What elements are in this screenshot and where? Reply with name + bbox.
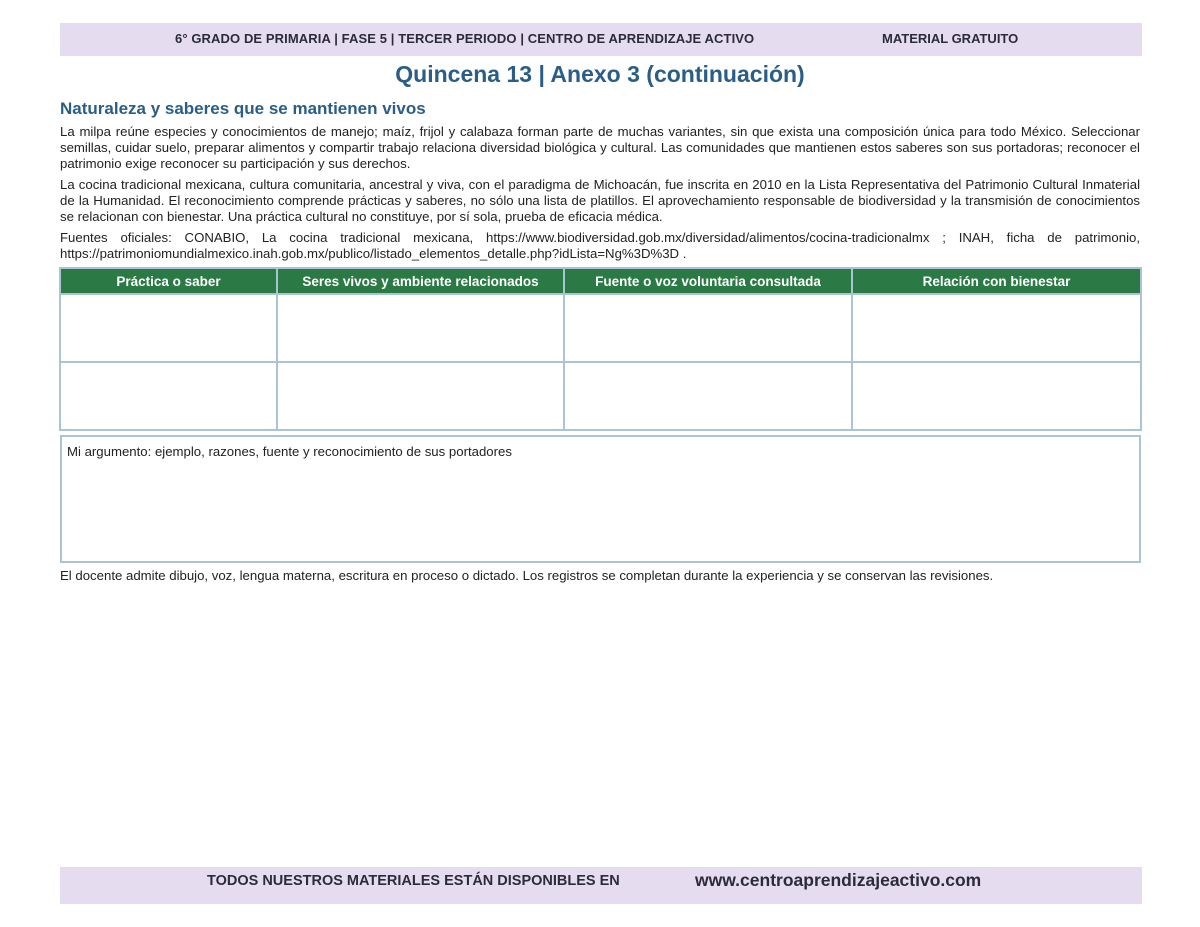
paragraph-milpa: La milpa reúne especies y conocimientos de manejo; maíz, frijol y calabaza forman parte de muchas variantes, sin que exista una composición única para todo México. Seleccionar semillas, cuidar suelo, preparar alimentos y compartir trabajo relaciona diversidad biológica y cultural. Las comunidades que mantienen estos saberes son sus portadoras; reconocer el patrimonio exige reconocer su participación y sus derechos.: [60, 124, 1140, 172]
argument-label: Mi argumento: ejemplo, razones, fuente y reconocimiento de sus portadores: [67, 444, 512, 459]
section-heading: Naturaleza y saberes que se mantienen vivos: [60, 99, 426, 118]
activity-table: [59, 267, 1142, 431]
table-cell[interactable]: [564, 362, 852, 430]
footer-available-text: TODOS NUESTROS MATERIALES ESTÁN DISPONIBLES EN: [207, 873, 620, 889]
column-header-fuente: Fuente o voz voluntaria consultada: [564, 268, 852, 294]
paragraph-cocina: La cocina tradicional mexicana, cultura comunitaria, ancestral y viva, con el paradigma de Michoacán, fue inscrita en 2010 en la Lista Representativa del Patrimonio Cultural Inmaterial de la Humanidad. El reconocimiento comprende prácticas y saberes, no sólo una lista de platillos. El aprovechamiento responsable de biodiversidad y la transmisión de conocimientos se relacionan con bienestar. Una práctica cultural no constituye, por sí sola, prueba de eficacia médica.: [60, 177, 1140, 225]
table-row: [60, 362, 1141, 430]
page-title: Quincena 13 | Anexo 3 (continuación): [395, 61, 805, 87]
column-header-bienestar: Relación con bienestar: [852, 268, 1141, 294]
table-cell[interactable]: [852, 362, 1141, 430]
table-cell[interactable]: [852, 294, 1141, 362]
header-banner: [60, 23, 1142, 56]
table-cell[interactable]: [60, 362, 277, 430]
paragraph-fuentes: Fuentes oficiales: CONABIO, La cocina tradicional mexicana, https://www.biodiversidad.gob.mx/diversidad/alimentos/cocina-tradicionalmx ; INAH, ficha de patrimonio, https://patrimoniomundialmexico.inah.gob.mx/publico/listado_elementos_detalle.php?idLista=Ng%3D%3D .: [60, 230, 1140, 262]
table-cell[interactable]: [564, 294, 852, 362]
column-header-practica: Práctica o saber: [60, 268, 277, 294]
footer-website-link[interactable]: www.centroaprendizajeactivo.com: [695, 870, 982, 890]
teacher-note: El docente admite dibujo, voz, lengua materna, escritura en proceso o dictado. Los registros se completan durante la experiencia y se conservan las revisiones.: [60, 568, 994, 583]
table-row: [60, 294, 1141, 362]
table-cell[interactable]: [60, 294, 277, 362]
table-cell[interactable]: [277, 294, 564, 362]
table-header-row: [60, 268, 1141, 294]
argument-box[interactable]: [60, 435, 1141, 563]
free-material-label: MATERIAL GRATUITO: [882, 31, 1019, 46]
footer-banner: [60, 867, 1142, 904]
column-header-seres-vivos: Seres vivos y ambiente relacionados: [277, 268, 564, 294]
grade-info: 6° GRADO DE PRIMARIA | FASE 5 | TERCER PERIODO | CENTRO DE APRENDIZAJE ACTIVO: [175, 31, 755, 46]
table-cell[interactable]: [277, 362, 564, 430]
